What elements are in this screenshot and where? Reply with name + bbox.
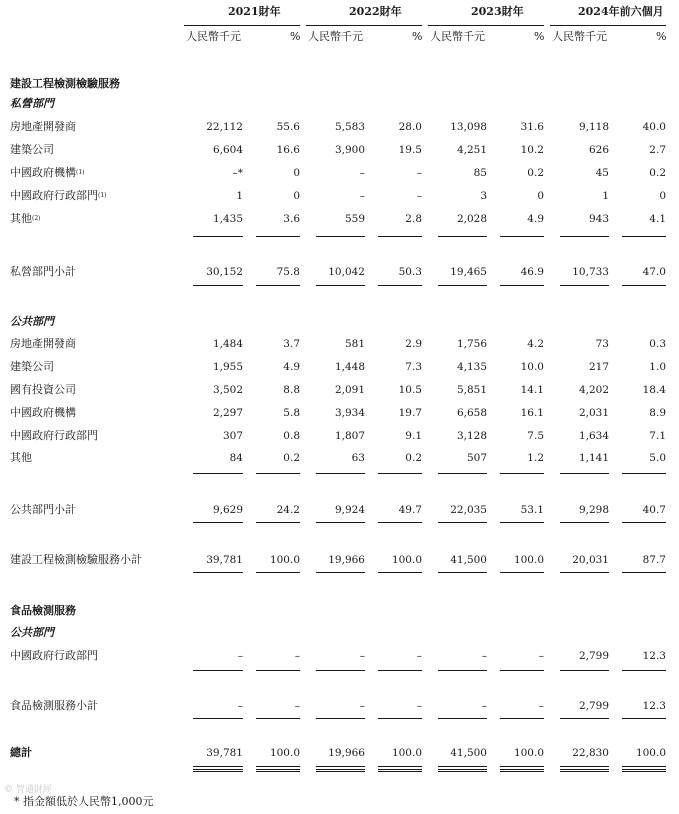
table-cell: – [481, 700, 487, 712]
table-cell: 0.2 [527, 167, 544, 179]
table-cell: 307 [222, 430, 243, 442]
table-cell: 0.8 [283, 430, 300, 442]
table-cell: 5.0 [649, 452, 666, 464]
subtotal-rule [560, 473, 609, 474]
table-cell: 75.8 [276, 266, 300, 278]
table-cell: – [294, 700, 300, 712]
subtotal-rule [622, 522, 666, 523]
subtotal-rule [378, 572, 422, 573]
row-label-total: 總計 [10, 746, 32, 759]
table-cell: 7.3 [405, 361, 422, 373]
table-cell: 24.2 [276, 504, 300, 516]
table-cell: 16.1 [520, 407, 544, 419]
table-cell: 1,807 [334, 430, 365, 442]
row-label: 房地產開發商 [10, 337, 76, 350]
subtotal-rule [622, 236, 666, 237]
table-cell: 87.7 [642, 554, 666, 566]
row-label: 建築公司 [10, 143, 54, 156]
table-cell: 9.1 [405, 430, 422, 442]
row-label: 中國政府機構 [10, 406, 76, 419]
subtotal-rule [256, 670, 300, 671]
row-label: 中國政府行政部門 [10, 429, 98, 442]
row-label: 建設工程檢測檢驗服務小計 [10, 553, 142, 566]
unit-header-2024h1: 人民幣千元 [552, 30, 607, 43]
table-cell: 19,966 [328, 554, 365, 566]
table-cell: 2,028 [456, 213, 487, 225]
subtotal-rule [500, 236, 544, 237]
table-cell: 100.0 [269, 747, 300, 759]
subtotal-rule [622, 670, 666, 671]
table-cell: 4,202 [578, 384, 609, 396]
row-label: 中國政府機構$^{(1)}$ [10, 166, 85, 179]
table-cell: 100.0 [513, 747, 544, 759]
subsection-private: 私營部門 [10, 97, 54, 110]
table-cell: 0.3 [649, 338, 666, 350]
table-cell: 22,035 [450, 504, 487, 516]
subtotal-rule [438, 473, 487, 474]
pct-header-2022: % [412, 30, 423, 43]
subtotal-rule [438, 522, 487, 523]
table-cell: 22,830 [572, 747, 609, 759]
table-cell: – [416, 190, 422, 202]
table-cell: 10.0 [520, 361, 544, 373]
subtotal-rule [256, 522, 300, 523]
table-cell: 6,604 [212, 144, 243, 156]
subtotal-rule [378, 718, 422, 719]
table-cell: – [481, 650, 487, 662]
table-cell: – [538, 650, 544, 662]
subsection-public-food: 公共部門 [10, 626, 54, 639]
subtotal-rule [560, 285, 609, 286]
table-cell: 6,658 [456, 407, 487, 419]
subtotal-rule [256, 473, 300, 474]
table-cell: 626 [588, 144, 609, 156]
table-cell: 47.0 [642, 266, 666, 278]
table-cell: 12.3 [642, 650, 666, 662]
table-cell: 4.9 [527, 213, 544, 225]
header-rule-2021 [184, 25, 300, 26]
table-cell: 63 [351, 452, 365, 464]
table-cell: – [237, 700, 243, 712]
footnote-ref: (1) [76, 169, 85, 176]
subtotal-rule [378, 522, 422, 523]
header-rule-2022 [306, 25, 422, 26]
total-underline [500, 766, 544, 772]
table-cell: 19,465 [450, 266, 487, 278]
table-cell: 45 [595, 167, 609, 179]
table-cell: 1,435 [212, 213, 243, 225]
footnote-ref: (2) [32, 215, 41, 222]
subtotal-rule [193, 718, 243, 719]
table-cell: 22,112 [206, 121, 243, 133]
subtotal-rule [193, 473, 243, 474]
subtotal-rule [378, 236, 422, 237]
footnote-ref: (1) [98, 192, 107, 199]
subtotal-rule [438, 285, 487, 286]
table-cell: 55.6 [276, 121, 300, 133]
subtotal-rule [560, 522, 609, 523]
table-cell: 53.1 [520, 504, 544, 516]
table-cell: 84 [229, 452, 243, 464]
subtotal-rule [316, 236, 365, 237]
subtotal-rule [378, 670, 422, 671]
subtotal-rule [622, 572, 666, 573]
subtotal-rule [500, 572, 544, 573]
table-cell: 3,900 [334, 144, 365, 156]
total-underline [193, 766, 243, 772]
table-cell: 9,298 [578, 504, 609, 516]
year-header-2024h1: 2024年前六個月 [578, 5, 664, 18]
table-cell: 100.0 [635, 747, 666, 759]
table-cell: 2,799 [578, 700, 609, 712]
row-label: 建築公司 [10, 360, 54, 373]
table-cell: 100.0 [513, 554, 544, 566]
table-cell: 0.2 [649, 167, 666, 179]
table-cell: 19.7 [398, 407, 422, 419]
table-cell: 0 [537, 190, 544, 202]
row-label: 中國政府行政部門$^{(1)}$ [10, 189, 107, 202]
total-underline [560, 766, 609, 772]
table-cell: – [359, 190, 365, 202]
subsection-public: 公共部門 [10, 315, 54, 328]
table-cell: 10,733 [572, 266, 609, 278]
table-cell: 13,098 [450, 121, 487, 133]
table-cell: 1,634 [578, 430, 609, 442]
subtotal-rule [500, 522, 544, 523]
table-cell: 7.1 [649, 430, 666, 442]
table-cell: 100.0 [269, 554, 300, 566]
table-cell: 14.1 [520, 384, 544, 396]
table-cell: – [416, 167, 422, 179]
row-label: 其他$^{(2)}$ [10, 212, 41, 225]
table-cell: – [359, 167, 365, 179]
unit-header-2022: 人民幣千元 [308, 30, 363, 43]
table-cell: 2,297 [212, 407, 243, 419]
footnote: * 指金額低於人民幣1,000元 [14, 795, 154, 808]
subtotal-rule [378, 285, 422, 286]
table-cell: 1,955 [212, 361, 243, 373]
table-cell: 1,141 [578, 452, 609, 464]
table-cell: – [294, 650, 300, 662]
table-cell: –* [232, 167, 243, 179]
subtotal-rule [316, 285, 365, 286]
table-cell: 19.5 [398, 144, 422, 156]
table-cell: 1,448 [334, 361, 365, 373]
table-cell: – [416, 700, 422, 712]
table-cell: 16.6 [276, 144, 300, 156]
row-label: 食品檢測服務小計 [10, 699, 98, 712]
subtotal-rule [500, 718, 544, 719]
subtotal-rule [316, 670, 365, 671]
table-cell: 50.3 [398, 266, 422, 278]
table-cell: 100.0 [391, 554, 422, 566]
total-underline [316, 766, 365, 772]
total-underline [378, 766, 422, 772]
table-cell: 41,500 [450, 554, 487, 566]
subtotal-rule [560, 718, 609, 719]
table-cell: 4,251 [456, 144, 487, 156]
table-cell: 10.5 [398, 384, 422, 396]
table-cell: – [359, 650, 365, 662]
subtotal-rule [438, 236, 487, 237]
table-cell: 5.8 [283, 407, 300, 419]
table-cell: 1.0 [649, 361, 666, 373]
row-label: 中國政府行政部門 [10, 649, 98, 662]
watermark: © 智通財經 [4, 785, 52, 795]
table-cell: 2,031 [578, 407, 609, 419]
table-cell: 85 [473, 167, 487, 179]
table-cell: 30,152 [206, 266, 243, 278]
pct-header-2021: % [290, 30, 301, 43]
total-underline [622, 766, 666, 772]
pct-header-2024h1: % [656, 30, 667, 43]
table-cell: 28.0 [398, 121, 422, 133]
table-cell: 100.0 [391, 747, 422, 759]
table-cell: 1,484 [212, 338, 243, 350]
total-underline [256, 766, 300, 772]
subtotal-rule [500, 473, 544, 474]
subtotal-rule [378, 473, 422, 474]
table-cell: 7.5 [527, 430, 544, 442]
table-cell: – [237, 650, 243, 662]
table-cell: 1 [602, 190, 609, 202]
table-cell: 3,934 [334, 407, 365, 419]
table-cell: 3.7 [283, 338, 300, 350]
table-cell: 3.6 [283, 213, 300, 225]
table-cell: 39,781 [206, 747, 243, 759]
subtotal-rule [438, 572, 487, 573]
subtotal-rule [622, 473, 666, 474]
subtotal-rule [622, 718, 666, 719]
subtotal-rule [316, 522, 365, 523]
table-cell: 19,966 [328, 747, 365, 759]
section-title-construction: 建設工程檢測檢驗服務 [10, 77, 120, 90]
year-header-2023: 2023財年 [471, 5, 524, 18]
subtotal-rule [256, 285, 300, 286]
table-cell: 943 [588, 213, 609, 225]
table-cell: 217 [588, 361, 609, 373]
row-label: 公共部門小計 [10, 503, 76, 516]
table-cell: 4,135 [456, 361, 487, 373]
subtotal-rule [560, 236, 609, 237]
table-cell: 49.7 [398, 504, 422, 516]
subtotal-rule [316, 718, 365, 719]
table-cell: 10.2 [520, 144, 544, 156]
subtotal-rule [500, 285, 544, 286]
table-cell: 9,924 [334, 504, 365, 516]
subtotal-rule [193, 572, 243, 573]
table-cell: 0 [293, 190, 300, 202]
year-header-2021: 2021財年 [228, 5, 281, 18]
subtotal-rule [193, 285, 243, 286]
table-cell: 8.9 [649, 407, 666, 419]
table-cell: 9,118 [578, 121, 609, 133]
table-cell: 1 [236, 190, 243, 202]
table-cell: 73 [595, 338, 609, 350]
table-cell: 2.9 [405, 338, 422, 350]
subtotal-rule [316, 572, 365, 573]
total-underline [438, 766, 487, 772]
table-cell: – [416, 650, 422, 662]
table-cell: 31.6 [520, 121, 544, 133]
table-cell: 5,851 [456, 384, 487, 396]
subtotal-rule [316, 473, 365, 474]
header-rule-2023 [428, 25, 544, 26]
year-header-2022: 2022財年 [349, 5, 402, 18]
unit-header-2023: 人民幣千元 [430, 30, 485, 43]
table-cell: – [359, 700, 365, 712]
subtotal-rule [256, 236, 300, 237]
table-cell: 2.7 [649, 144, 666, 156]
subtotal-rule [256, 572, 300, 573]
table-cell: 2.8 [405, 213, 422, 225]
table-cell: 0 [293, 167, 300, 179]
subtotal-rule [256, 718, 300, 719]
table-cell: 18.4 [642, 384, 666, 396]
subtotal-rule [438, 670, 487, 671]
table-cell: 20,031 [572, 554, 609, 566]
table-cell: 4.2 [527, 338, 544, 350]
subtotal-rule [560, 572, 609, 573]
table-cell: 581 [344, 338, 365, 350]
row-label: 國有投資公司 [10, 383, 76, 396]
table-cell: 4.1 [649, 213, 666, 225]
table-cell: 3,502 [212, 384, 243, 396]
table-cell: 1,756 [456, 338, 487, 350]
table-cell: 41,500 [450, 747, 487, 759]
table-cell: 4.9 [283, 361, 300, 373]
table-cell: 40.7 [642, 504, 666, 516]
table-cell: 5,583 [334, 121, 365, 133]
row-label: 房地產開發商 [10, 120, 76, 133]
table-cell: 39,781 [206, 554, 243, 566]
row-label: 其他 [10, 451, 32, 464]
table-cell: 0 [659, 190, 666, 202]
table-cell: 8.8 [283, 384, 300, 396]
table-cell: 46.9 [520, 266, 544, 278]
subtotal-rule [622, 285, 666, 286]
table-cell: 3,128 [456, 430, 487, 442]
table-cell: 1.2 [527, 452, 544, 464]
subtotal-rule [438, 718, 487, 719]
table-cell: – [538, 700, 544, 712]
table-cell: 9,629 [212, 504, 243, 516]
table-cell: 2,799 [578, 650, 609, 662]
pct-header-2023: % [534, 30, 545, 43]
section-title-food: 食品檢測服務 [10, 604, 76, 617]
table-cell: 507 [466, 452, 487, 464]
unit-header-2021: 人民幣千元 [186, 30, 241, 43]
header-rule-2024h1 [550, 25, 666, 26]
subtotal-rule [193, 522, 243, 523]
table-cell: 3 [480, 190, 487, 202]
subtotal-rule [193, 670, 243, 671]
table-cell: 10,042 [328, 266, 365, 278]
table-cell: 559 [344, 213, 365, 225]
row-label: 私營部門小計 [10, 265, 76, 278]
table-cell: 0.2 [405, 452, 422, 464]
table-cell: 40.0 [642, 121, 666, 133]
subtotal-rule [500, 670, 544, 671]
subtotal-rule [193, 236, 243, 237]
table-cell: 2,091 [334, 384, 365, 396]
table-cell: 12.3 [642, 700, 666, 712]
subtotal-rule [560, 670, 609, 671]
table-cell: 0.2 [283, 452, 300, 464]
